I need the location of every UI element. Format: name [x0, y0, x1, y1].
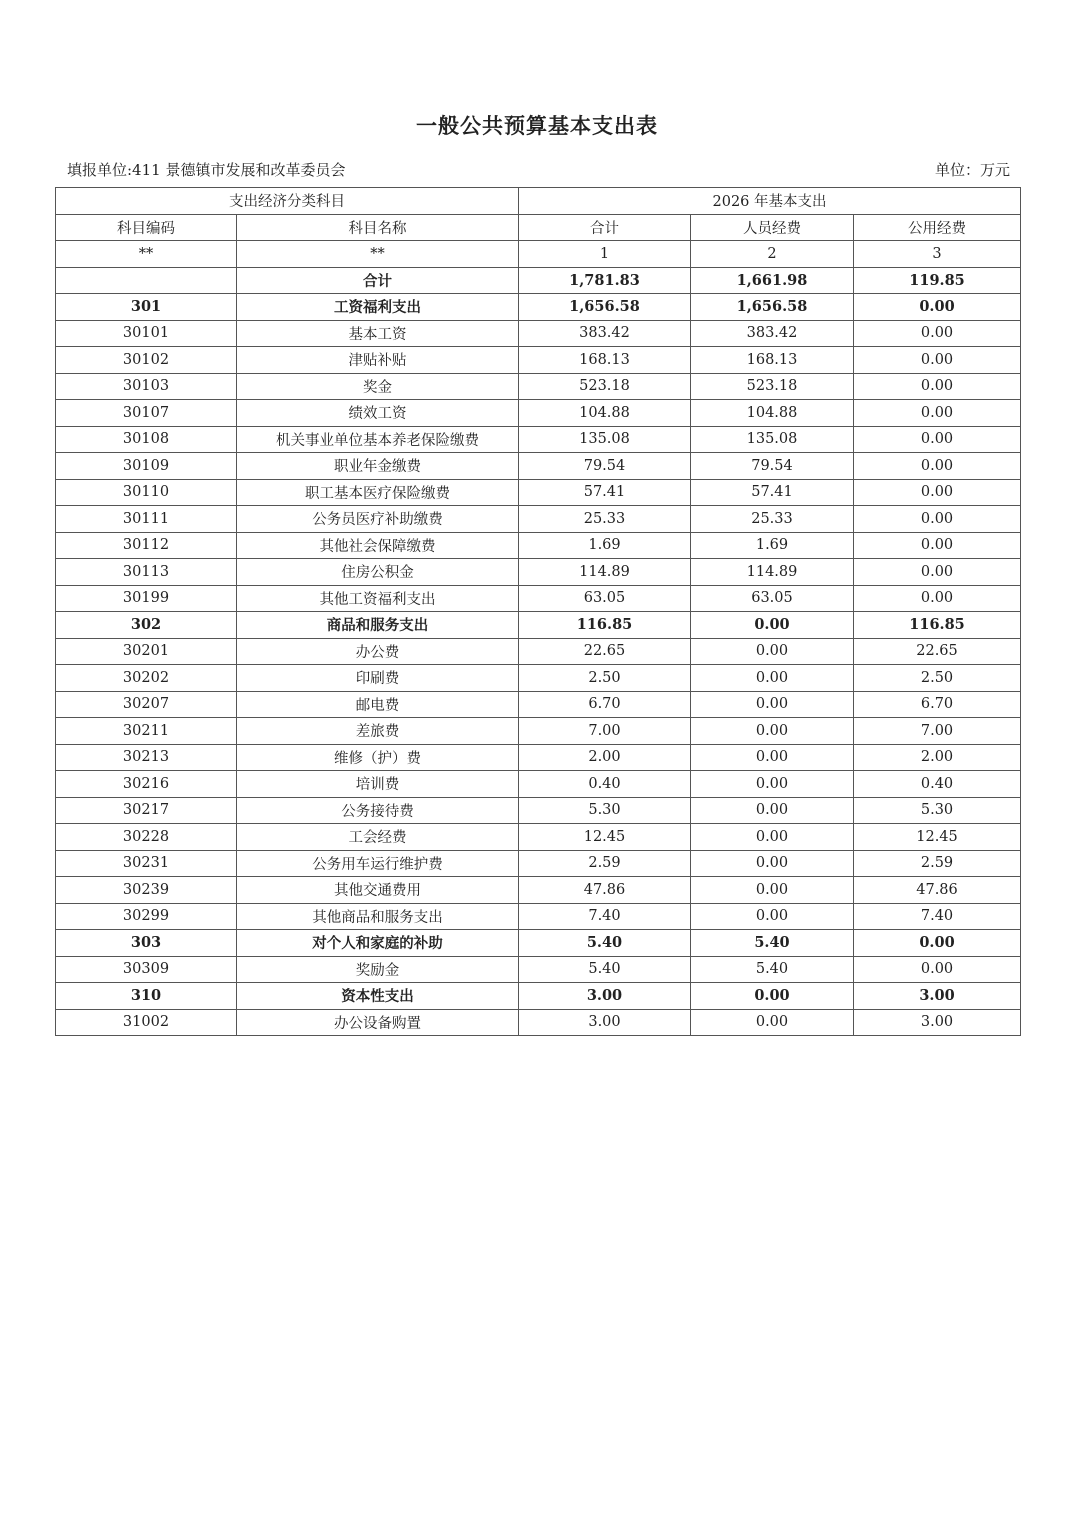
cell-code: 30103	[56, 373, 237, 400]
cell-public: 0.00	[854, 426, 1021, 453]
cell-personnel: 5.40	[691, 956, 854, 983]
cell-personnel: 0.00	[691, 850, 854, 877]
cell-code: 30109	[56, 453, 237, 480]
table-row	[56, 691, 1021, 718]
cell-name: 其他工资福利支出	[237, 585, 519, 612]
cell-name: 邮电费	[237, 691, 519, 718]
cell-code: 30107	[56, 400, 237, 427]
header-public: 公用经费	[854, 214, 1021, 241]
cell-code	[56, 267, 237, 294]
cell-code: 30110	[56, 479, 237, 506]
table-row	[56, 453, 1021, 480]
cell-personnel: 0.00	[691, 612, 854, 639]
cell-code: 30213	[56, 744, 237, 771]
cell-code: 30101	[56, 320, 237, 347]
table-row	[56, 877, 1021, 904]
index-total: 1	[519, 241, 691, 268]
cell-total: 104.88	[519, 400, 691, 427]
cell-name: 公务用车运行维护费	[237, 850, 519, 877]
cell-public: 0.00	[854, 532, 1021, 559]
cell-code: 302	[56, 612, 237, 639]
cell-total: 5.40	[519, 956, 691, 983]
cell-total: 79.54	[519, 453, 691, 480]
table-row	[56, 612, 1021, 639]
cell-personnel: 104.88	[691, 400, 854, 427]
cell-personnel: 0.00	[691, 877, 854, 904]
cell-total: 114.89	[519, 559, 691, 586]
header-name: 科目名称	[237, 214, 519, 241]
cell-public: 2.59	[854, 850, 1021, 877]
table-row	[56, 797, 1021, 824]
table-row	[56, 506, 1021, 533]
cell-total: 7.00	[519, 718, 691, 745]
cell-public: 0.00	[854, 559, 1021, 586]
table-row	[56, 744, 1021, 771]
cell-personnel: 25.33	[691, 506, 854, 533]
header-code: 科目编码	[56, 214, 237, 241]
table-row	[56, 585, 1021, 612]
cell-public: 7.00	[854, 718, 1021, 745]
cell-name: 对个人和家庭的补助	[237, 930, 519, 957]
cell-code: 30207	[56, 691, 237, 718]
cell-name: 工资福利支出	[237, 294, 519, 321]
page-title: 一般公共预算基本支出表	[416, 113, 658, 138]
index-name: **	[237, 241, 519, 268]
cell-personnel: 0.00	[691, 691, 854, 718]
table-row	[56, 426, 1021, 453]
table-row	[56, 824, 1021, 851]
table-row	[56, 400, 1021, 427]
cell-personnel: 0.00	[691, 771, 854, 798]
cell-name: 其他商品和服务支出	[237, 903, 519, 930]
table-row	[56, 665, 1021, 692]
cell-code: 30231	[56, 850, 237, 877]
cell-total: 5.30	[519, 797, 691, 824]
cell-code: 30102	[56, 347, 237, 374]
cell-public: 0.00	[854, 400, 1021, 427]
index-personnel: 2	[691, 241, 854, 268]
filing-unit: 填报单位:411 景德镇市发展和改革委员会	[67, 161, 346, 179]
cell-personnel: 0.00	[691, 824, 854, 851]
cell-public: 0.00	[854, 506, 1021, 533]
cell-code: 30228	[56, 824, 237, 851]
cell-name: 差旅费	[237, 718, 519, 745]
table-row	[56, 718, 1021, 745]
table-row	[56, 559, 1021, 586]
cell-name: 职业年金缴费	[237, 453, 519, 480]
header-group-economic-classification: 支出经济分类科目	[56, 188, 519, 215]
cell-personnel: 63.05	[691, 585, 854, 612]
cell-name: 维修（护）费	[237, 744, 519, 771]
cell-name: 商品和服务支出	[237, 612, 519, 639]
cell-total: 168.13	[519, 347, 691, 374]
header-index-row	[56, 241, 1021, 268]
cell-public: 0.40	[854, 771, 1021, 798]
cell-name: 办公费	[237, 638, 519, 665]
cell-code: 310	[56, 983, 237, 1010]
cell-code: 303	[56, 930, 237, 957]
index-public: 3	[854, 241, 1021, 268]
cell-personnel: 135.08	[691, 426, 854, 453]
cell-name: 公务接待费	[237, 797, 519, 824]
cell-code: 30113	[56, 559, 237, 586]
cell-code: 30201	[56, 638, 237, 665]
cell-public: 0.00	[854, 930, 1021, 957]
cell-personnel: 383.42	[691, 320, 854, 347]
cell-personnel: 1,656.58	[691, 294, 854, 321]
cell-total: 1,781.83	[519, 267, 691, 294]
header-group-row	[56, 188, 1021, 215]
cell-personnel: 0.00	[691, 638, 854, 665]
cell-personnel: 1,661.98	[691, 267, 854, 294]
table-row	[56, 320, 1021, 347]
cell-code: 30211	[56, 718, 237, 745]
table-row	[56, 1009, 1021, 1036]
cell-name: 工会经费	[237, 824, 519, 851]
cell-personnel: 523.18	[691, 373, 854, 400]
cell-name: 基本工资	[237, 320, 519, 347]
currency-unit: 单位：万元	[934, 161, 1010, 179]
cell-personnel: 0.00	[691, 983, 854, 1010]
cell-name: 职工基本医疗保险缴费	[237, 479, 519, 506]
cell-public: 0.00	[854, 585, 1021, 612]
cell-public: 119.85	[854, 267, 1021, 294]
cell-public: 7.40	[854, 903, 1021, 930]
table-row	[56, 373, 1021, 400]
table-row	[56, 956, 1021, 983]
header-column-row	[56, 214, 1021, 241]
cell-total: 57.41	[519, 479, 691, 506]
cell-code: 30202	[56, 665, 237, 692]
cell-public: 116.85	[854, 612, 1021, 639]
cell-personnel: 168.13	[691, 347, 854, 374]
header-group-basic-expenditure: 2026 年基本支出	[519, 188, 1021, 215]
cell-total: 7.40	[519, 903, 691, 930]
cell-personnel: 0.00	[691, 665, 854, 692]
table-row	[56, 771, 1021, 798]
cell-personnel: 5.40	[691, 930, 854, 957]
cell-personnel: 114.89	[691, 559, 854, 586]
cell-public: 5.30	[854, 797, 1021, 824]
cell-total: 6.70	[519, 691, 691, 718]
cell-personnel: 0.00	[691, 744, 854, 771]
cell-code: 301	[56, 294, 237, 321]
cell-total: 135.08	[519, 426, 691, 453]
table-row	[56, 267, 1021, 294]
table-row	[56, 903, 1021, 930]
cell-public: 0.00	[854, 453, 1021, 480]
cell-name: 其他交通费用	[237, 877, 519, 904]
cell-name: 培训费	[237, 771, 519, 798]
cell-personnel: 57.41	[691, 479, 854, 506]
cell-name: 奖励金	[237, 956, 519, 983]
cell-total: 2.50	[519, 665, 691, 692]
table-row	[56, 850, 1021, 877]
cell-public: 2.00	[854, 744, 1021, 771]
cell-total: 2.00	[519, 744, 691, 771]
cell-public: 0.00	[854, 347, 1021, 374]
cell-public: 0.00	[854, 320, 1021, 347]
cell-code: 30199	[56, 585, 237, 612]
table-row	[56, 532, 1021, 559]
cell-total: 63.05	[519, 585, 691, 612]
table-row	[56, 930, 1021, 957]
cell-code: 30112	[56, 532, 237, 559]
cell-public: 47.86	[854, 877, 1021, 904]
table-row	[56, 983, 1021, 1010]
cell-name: 合计	[237, 267, 519, 294]
table-row	[56, 347, 1021, 374]
cell-total: 3.00	[519, 983, 691, 1010]
table-body	[56, 267, 1021, 1036]
cell-name: 公务员医疗补助缴费	[237, 506, 519, 533]
cell-personnel: 1.69	[691, 532, 854, 559]
table-row	[56, 479, 1021, 506]
cell-code: 31002	[56, 1009, 237, 1036]
cell-total: 523.18	[519, 373, 691, 400]
cell-name: 绩效工资	[237, 400, 519, 427]
table-row	[56, 294, 1021, 321]
cell-personnel: 79.54	[691, 453, 854, 480]
cell-name: 办公设备购置	[237, 1009, 519, 1036]
cell-name: 奖金	[237, 373, 519, 400]
table-row	[56, 638, 1021, 665]
cell-code: 30239	[56, 877, 237, 904]
cell-name: 其他社会保障缴费	[237, 532, 519, 559]
header-personnel: 人员经费	[691, 214, 854, 241]
cell-total: 1.69	[519, 532, 691, 559]
cell-personnel: 0.00	[691, 1009, 854, 1036]
cell-total: 12.45	[519, 824, 691, 851]
cell-personnel: 0.00	[691, 797, 854, 824]
cell-name: 资本性支出	[237, 983, 519, 1010]
cell-public: 0.00	[854, 294, 1021, 321]
cell-code: 30299	[56, 903, 237, 930]
cell-total: 383.42	[519, 320, 691, 347]
cell-total: 5.40	[519, 930, 691, 957]
cell-total: 22.65	[519, 638, 691, 665]
cell-personnel: 0.00	[691, 718, 854, 745]
cell-total: 0.40	[519, 771, 691, 798]
cell-public: 3.00	[854, 983, 1021, 1010]
cell-name: 住房公积金	[237, 559, 519, 586]
budget-table	[55, 187, 1021, 1036]
cell-total: 2.59	[519, 850, 691, 877]
cell-public: 12.45	[854, 824, 1021, 851]
cell-name: 机关事业单位基本养老保险缴费	[237, 426, 519, 453]
cell-public: 2.50	[854, 665, 1021, 692]
cell-total: 1,656.58	[519, 294, 691, 321]
cell-total: 47.86	[519, 877, 691, 904]
cell-public: 6.70	[854, 691, 1021, 718]
cell-total: 3.00	[519, 1009, 691, 1036]
cell-public: 0.00	[854, 956, 1021, 983]
header-total: 合计	[519, 214, 691, 241]
cell-code: 30111	[56, 506, 237, 533]
cell-public: 0.00	[854, 373, 1021, 400]
cell-total: 25.33	[519, 506, 691, 533]
cell-code: 30108	[56, 426, 237, 453]
index-code: **	[56, 241, 237, 268]
cell-code: 30217	[56, 797, 237, 824]
cell-public: 0.00	[854, 479, 1021, 506]
cell-code: 30216	[56, 771, 237, 798]
cell-public: 3.00	[854, 1009, 1021, 1036]
cell-public: 22.65	[854, 638, 1021, 665]
cell-code: 30309	[56, 956, 237, 983]
cell-total: 116.85	[519, 612, 691, 639]
cell-name: 津贴补贴	[237, 347, 519, 374]
cell-personnel: 0.00	[691, 903, 854, 930]
cell-name: 印刷费	[237, 665, 519, 692]
